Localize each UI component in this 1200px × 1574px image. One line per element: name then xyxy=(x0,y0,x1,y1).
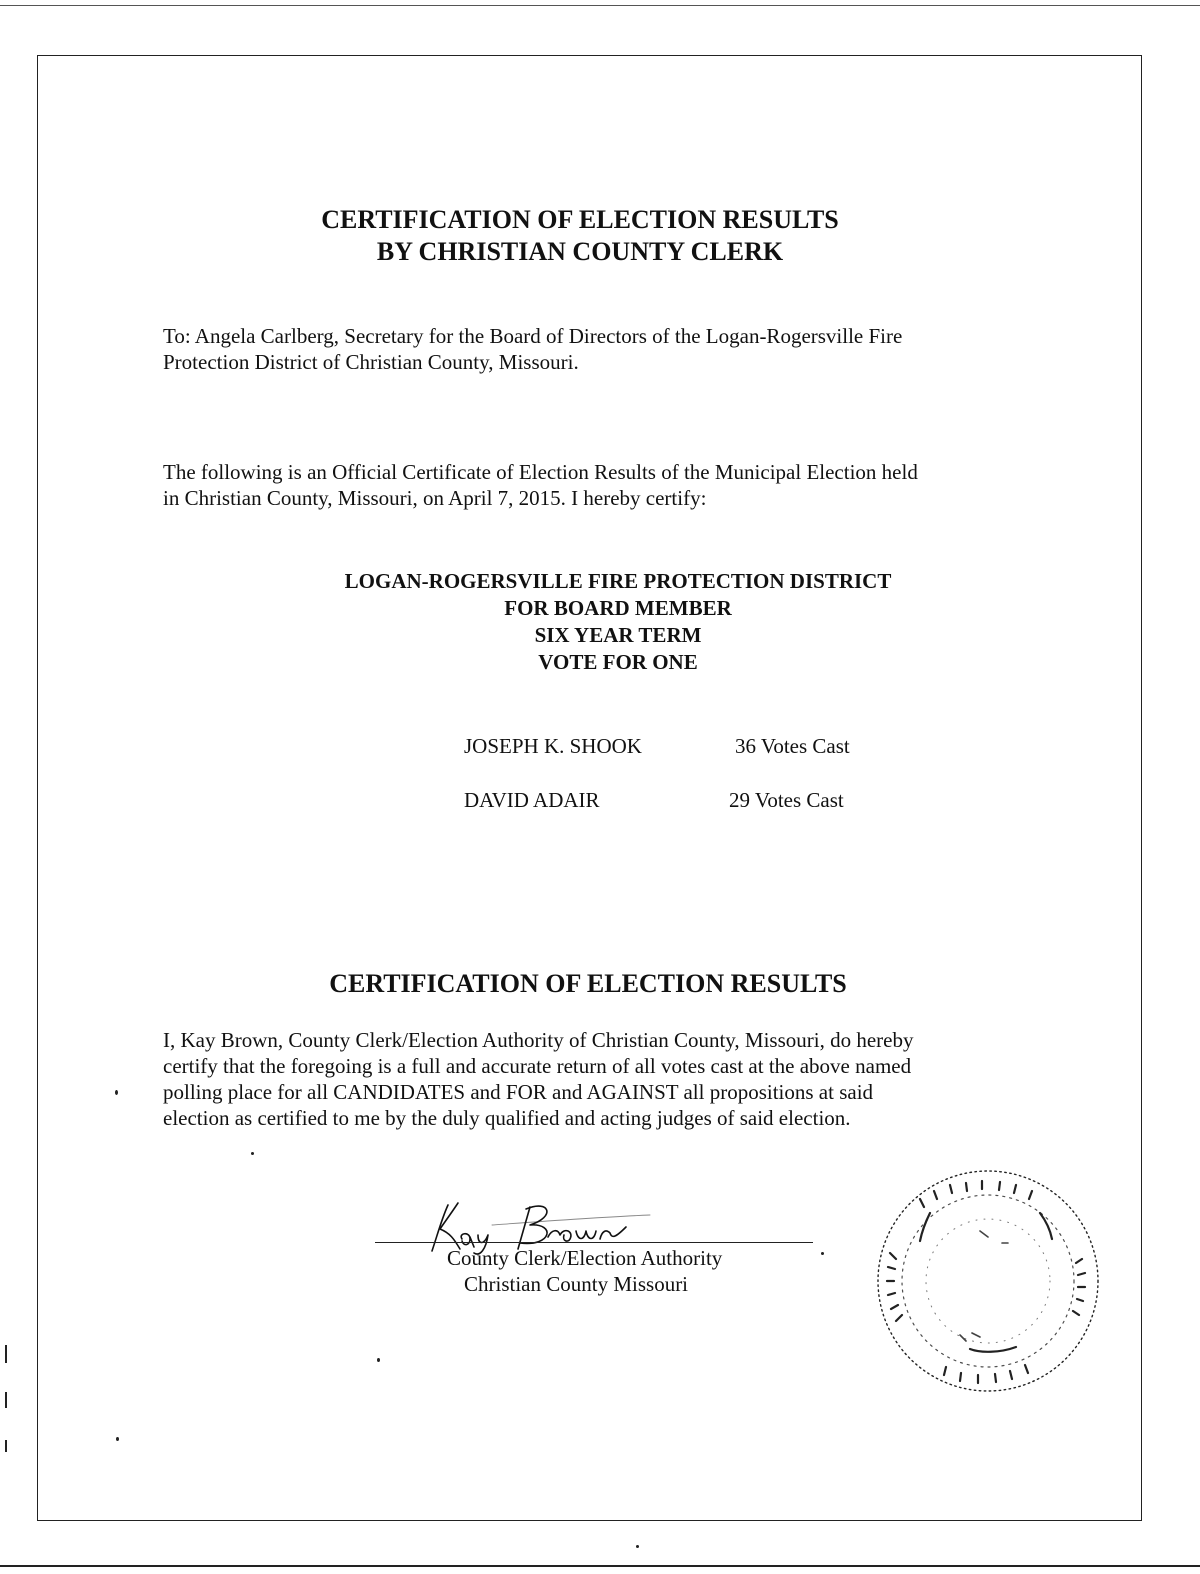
title-line-2: BY CHRISTIAN COUNTY CLERK xyxy=(376,237,784,266)
scan-edge-top xyxy=(0,5,1200,6)
scan-speck xyxy=(5,1440,7,1452)
scan-speck xyxy=(5,1345,7,1363)
race-line-1: LOGAN-ROGERSVILLE FIRE PROTECTION DISTRICT xyxy=(344,569,892,593)
scan-speck xyxy=(636,1545,639,1548)
scan-speck xyxy=(116,1437,119,1441)
scan-speck xyxy=(251,1152,254,1155)
race-line-2: FOR BOARD MEMBER xyxy=(504,596,732,620)
scan-speck xyxy=(821,1252,824,1255)
candidate-name: DAVID ADAIR xyxy=(464,788,600,812)
scan-speck xyxy=(5,1392,7,1408)
intro-paragraph xyxy=(163,459,1043,511)
cert-line-3: polling place for all CANDIDATES and FOR and AGAINST all propositions at said xyxy=(163,1080,874,1104)
county-seal-stamp xyxy=(860,1163,1110,1403)
signature-title-line-1: County Clerk/Election Authority xyxy=(447,1246,723,1270)
cert-line-1: I, Kay Brown, County Clerk/Election Authority of Christian County, Missouri, do hereby xyxy=(163,1028,914,1052)
intro-line-1: The following is an Official Certificate of Election Results of the Municipal Election held xyxy=(163,460,918,484)
certification-paragraph xyxy=(163,1027,1043,1131)
candidate-votes: 36 Votes Cast xyxy=(735,734,850,758)
certification-heading: CERTIFICATION OF ELECTION RESULTS xyxy=(329,969,847,998)
race-line-3: SIX YEAR TERM xyxy=(534,623,702,647)
addressee-line-1: To: Angela Carlberg, Secretary for the Board of Directors of the Logan-Rogersville Fire xyxy=(163,324,903,348)
race-heading xyxy=(18,568,1200,676)
race-line-4: VOTE FOR ONE xyxy=(538,650,698,674)
scan-speck xyxy=(115,1090,118,1095)
title-line-1: CERTIFICATION OF ELECTION RESULTS xyxy=(321,205,839,234)
scan-speck xyxy=(377,1358,380,1362)
cert-line-2: certify that the foregoing is a full and accurate return of all votes cast at the above named xyxy=(163,1054,912,1078)
document-title xyxy=(0,204,1180,268)
scan-edge-bottom xyxy=(0,1565,1200,1567)
candidate-name: JOSEPH K. SHOOK xyxy=(464,734,642,758)
signature-line xyxy=(375,1242,813,1243)
addressee xyxy=(163,323,1043,375)
intro-line-2: in Christian County, Missouri, on April 7, 2015. I hereby certify: xyxy=(163,486,707,510)
addressee-line-2: Protection District of Christian County, Missouri. xyxy=(163,350,579,374)
signature-title-line-2: Christian County Missouri xyxy=(464,1272,689,1296)
cert-line-4: election as certified to me by the duly qualified and acting judges of said election. xyxy=(163,1106,851,1130)
candidate-votes: 29 Votes Cast xyxy=(729,788,844,812)
